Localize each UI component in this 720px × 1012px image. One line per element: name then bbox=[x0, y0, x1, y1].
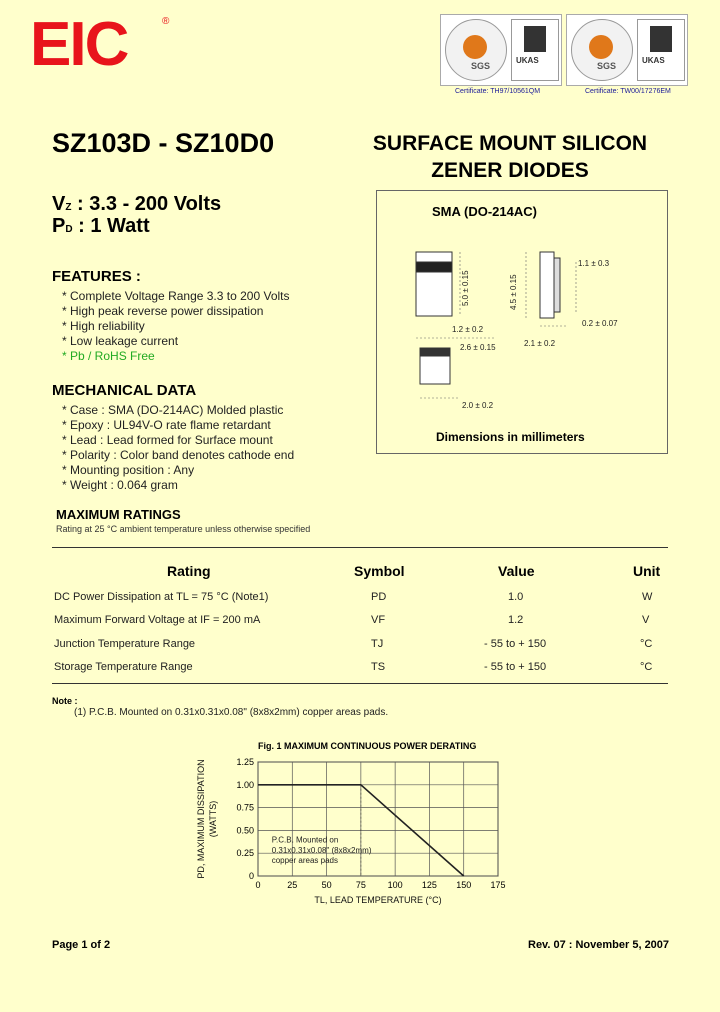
column-header-symbol: Symbol bbox=[354, 563, 405, 579]
mechanical-item: * Case : SMA (DO-214AC) Molded plastic bbox=[62, 403, 284, 417]
table-cell-symbol: VF bbox=[371, 614, 386, 626]
dim-label: 4.5 ± 0.15 bbox=[509, 274, 518, 310]
note-label: Note : bbox=[52, 696, 78, 706]
page-number: Page 1 of 2 bbox=[52, 939, 111, 951]
ukas-label: UKAS bbox=[516, 56, 539, 65]
cathode-band bbox=[416, 262, 452, 272]
dimensions-caption: Dimensions in millimeters bbox=[436, 430, 585, 444]
ukas-mark bbox=[511, 19, 559, 81]
x-tick-label: 175 bbox=[490, 880, 506, 890]
y-tick-label: 1.00 bbox=[236, 779, 254, 790]
x-tick-label: 125 bbox=[421, 880, 437, 890]
table-cell-symbol: PD bbox=[371, 591, 387, 603]
package-title: SMA (DO-214AC) bbox=[432, 204, 537, 219]
vz-value: : 3.3 - 200 Volts bbox=[77, 193, 222, 215]
x-tick-label: 50 bbox=[321, 880, 332, 890]
table-cell-rating: DC Power Dissipation at TL = 75 °C (Note1) bbox=[54, 591, 269, 603]
vz-symbol: V bbox=[52, 193, 66, 215]
table-top-rule bbox=[52, 547, 668, 548]
subtitle-line-1: SURFACE MOUNT SILICON bbox=[372, 132, 648, 155]
part-number-title: SZ103D - SZ10D0 bbox=[52, 128, 275, 158]
certificate-number-left: Certificate: TH97/10561QM bbox=[455, 88, 541, 95]
chart-annotation: 0.31x0.31x0.08" (8x8x2mm) bbox=[271, 846, 372, 856]
y-axis-label: PD, MAXIMUM DISSIPATION bbox=[196, 759, 206, 879]
note-text: (1) P.C.B. Mounted on 0.31x0.31x0.08" (8x8x2mm) copper areas pads. bbox=[74, 707, 389, 718]
x-tick-label: 25 bbox=[287, 880, 298, 890]
dim-label: 1.2 ± 0.2 bbox=[452, 325, 484, 334]
product-subtitle bbox=[350, 130, 670, 184]
chart-title: Fig. 1 MAXIMUM CONTINUOUS POWER DERATING bbox=[258, 741, 477, 751]
end-band bbox=[420, 348, 450, 356]
mechanical-item: * Mounting position : Any bbox=[62, 463, 195, 477]
ukas-mark bbox=[637, 19, 685, 81]
crown-icon bbox=[650, 26, 672, 52]
package-outline-drawing bbox=[376, 230, 666, 430]
pd-subscript: D bbox=[65, 224, 73, 235]
table-cell-unit: °C bbox=[640, 638, 653, 650]
ukas-label: UKAS bbox=[642, 56, 665, 65]
y-tick-label: 0.75 bbox=[236, 802, 254, 813]
table-bottom-rule bbox=[52, 683, 668, 684]
mechanical-heading: MECHANICAL DATA bbox=[52, 382, 197, 399]
column-header-value: Value bbox=[498, 563, 535, 579]
certificate-number-right: Certificate: TW00/17276EM bbox=[585, 88, 671, 95]
pd-spec bbox=[52, 215, 150, 238]
vz-spec bbox=[52, 193, 221, 216]
ratings-heading: MAXIMUM RATINGS bbox=[56, 507, 181, 522]
company-logo: EIC bbox=[30, 10, 128, 79]
feature-item: * Low leakage current bbox=[62, 334, 179, 348]
mechanical-item: * Polarity : Color band denotes cathode end bbox=[62, 448, 295, 462]
chart-annotation: P.C.B. Mounted on bbox=[271, 835, 339, 845]
certification-badge-right bbox=[566, 14, 688, 86]
subtitle-line-2: ZENER DIODES bbox=[431, 159, 589, 182]
table-cell-value: - 55 to + 150 bbox=[484, 661, 547, 673]
derating-chart bbox=[180, 752, 530, 912]
table-cell-unit: W bbox=[642, 591, 653, 603]
mechanical-item: * Lead : Lead formed for Surface mount bbox=[62, 433, 273, 447]
check-icon bbox=[463, 35, 487, 59]
dim-label: 5.0 ± 0.15 bbox=[461, 270, 470, 306]
table-cell-rating: Storage Temperature Range bbox=[54, 661, 193, 673]
table-cell-rating: Junction Temperature Range bbox=[54, 638, 196, 650]
dim-label: 0.2 ± 0.07 bbox=[582, 319, 618, 328]
chart-annotation: copper areas pads bbox=[271, 856, 338, 866]
package-side-view bbox=[540, 252, 554, 318]
registered-mark: ® bbox=[162, 16, 170, 27]
x-tick-label: 150 bbox=[456, 880, 472, 890]
certification-badge-left bbox=[440, 14, 562, 86]
x-tick-label: 0 bbox=[255, 880, 261, 890]
column-header-unit: Unit bbox=[633, 563, 661, 579]
x-tick-label: 75 bbox=[355, 880, 366, 890]
crown-icon bbox=[524, 26, 546, 52]
dim-label: 2.1 ± 0.2 bbox=[524, 339, 556, 348]
feature-item: * High reliability bbox=[62, 319, 145, 333]
column-header-rating: Rating bbox=[167, 563, 211, 579]
package-lead bbox=[554, 258, 560, 312]
table-cell-symbol: TJ bbox=[371, 638, 384, 650]
table-cell-unit: °C bbox=[640, 661, 653, 673]
x-axis-label: TL, LEAD TEMPERATURE (°C) bbox=[314, 895, 442, 905]
table-cell-value: - 55 to + 150 bbox=[484, 638, 547, 650]
pd-value: : 1 Watt bbox=[78, 215, 150, 237]
table-cell-value: 1.2 bbox=[508, 614, 524, 626]
dim-label: 1.1 ± 0.3 bbox=[578, 259, 610, 268]
feature-item: * Complete Voltage Range 3.3 to 200 Volts bbox=[62, 289, 290, 303]
table-cell-value: 1.0 bbox=[508, 591, 524, 603]
table-cell-symbol: TS bbox=[371, 661, 386, 673]
dim-label: 2.0 ± 0.2 bbox=[462, 401, 494, 410]
y-tick-label: 0.25 bbox=[236, 848, 254, 859]
feature-item: * High peak reverse power dissipation bbox=[62, 304, 264, 318]
y-axis-label-units: (WATTS) bbox=[208, 800, 218, 838]
vz-subscript: Z bbox=[65, 202, 72, 213]
ratings-subheading: Rating at 25 °C ambient temperature unless otherwise specified bbox=[56, 524, 311, 534]
mechanical-item: * Weight : 0.064 gram bbox=[62, 478, 178, 492]
table-cell-rating: Maximum Forward Voltage at IF = 200 mA bbox=[54, 614, 261, 626]
check-icon bbox=[589, 35, 613, 59]
revision-date: Rev. 07 : November 5, 2007 bbox=[528, 939, 670, 951]
pd-symbol: P bbox=[52, 215, 66, 237]
mechanical-item: * Epoxy : UL94V-O rate flame retardant bbox=[62, 418, 271, 432]
x-tick-label: 100 bbox=[387, 880, 403, 890]
y-tick-label: 0.50 bbox=[236, 825, 254, 836]
features-heading: FEATURES : bbox=[52, 268, 141, 285]
dim-label: 2.6 ± 0.15 bbox=[460, 343, 496, 352]
sgs-label: SGS bbox=[471, 61, 491, 71]
table-cell-unit: V bbox=[642, 614, 650, 626]
sgs-label: SGS bbox=[597, 61, 617, 71]
y-tick-label: 0 bbox=[248, 871, 254, 881]
y-tick-label: 1.25 bbox=[236, 757, 254, 767]
feature-item-rohs: * Pb / RoHS Free bbox=[62, 349, 155, 363]
